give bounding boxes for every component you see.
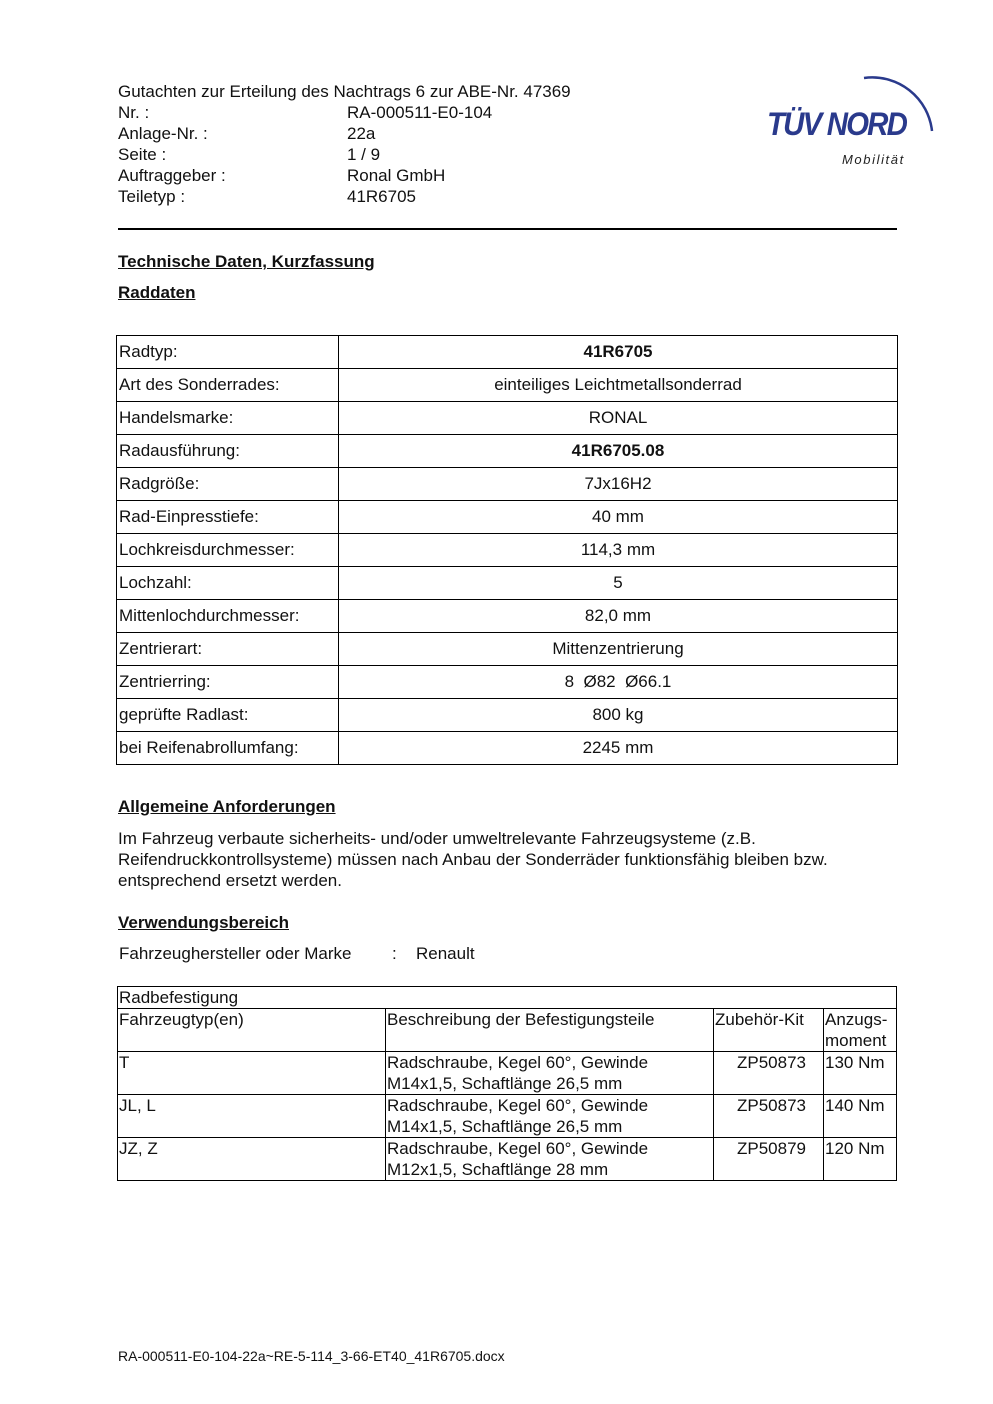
table-row <box>117 435 898 468</box>
header-label: Anlage-Nr. : <box>118 124 208 143</box>
table-cell-label: Handelsmarke: <box>117 402 339 435</box>
column-header: Zubehör-Kit <box>714 1009 824 1052</box>
header-value: 41R6705 <box>347 187 417 206</box>
table-title-row <box>118 987 897 1009</box>
table-title: Radbefestigung <box>118 987 897 1009</box>
table-cell-value: 5 <box>339 567 898 600</box>
report-title: Gutachten zur Erteilung des Nachtrags 6 zur ABE-Nr. 47369 <box>118 82 571 101</box>
header-label: Teiletyp : <box>118 187 186 206</box>
table-row <box>117 369 898 402</box>
header-row-page <box>118 144 571 165</box>
table-cell-label: Radausführung: <box>117 435 339 468</box>
table-cell-label: Art des Sonderrades: <box>117 369 339 402</box>
header-row-client <box>118 165 571 186</box>
table-row <box>117 501 898 534</box>
manufacturer-value: Renault <box>416 944 475 963</box>
table-cell-value: 41R6705.08 <box>339 435 898 468</box>
table-row <box>117 666 898 699</box>
table-cell-label: Lochkreisdurchmesser: <box>117 534 339 567</box>
vehicle-type-cell: T <box>118 1052 386 1095</box>
manufacturer-separator: : <box>392 944 397 963</box>
table-cell-value: 82,0 mm <box>339 600 898 633</box>
table-cell-label: bei Reifenabrollumfang: <box>117 732 339 765</box>
logo-brand: TÜV NORD <box>767 106 907 142</box>
torque-cell: 120 Nm <box>824 1138 897 1181</box>
description-cell: Radschraube, Kegel 60°, Gewinde M14x1,5, Schaftlänge 26,5 mm <box>386 1052 714 1095</box>
section-title-general: Allgemeine Anforderungen <box>118 797 336 816</box>
table-row <box>117 336 898 369</box>
wheel-data-table <box>116 335 898 765</box>
table-row <box>118 1052 897 1095</box>
column-header: Beschreibung der Befestigungsteile <box>386 1009 714 1052</box>
vehicle-type-cell: JZ, Z <box>118 1138 386 1181</box>
table-row <box>117 600 898 633</box>
table-row <box>117 567 898 600</box>
table-cell-value: 8 Ø82 Ø66.1 <box>339 666 898 699</box>
document-header <box>118 81 571 207</box>
table-cell-value: 800 kg <box>339 699 898 732</box>
general-requirements-text: Im Fahrzeug verbaute sicherheits- und/oder umweltrelevante Fahrzeugsysteme (z.B. Reifendruckkontrollsysteme) müssen nach Anbau der Sonderräder funktionsfähig bleiben bzw. entsprechend ersetzt werden. <box>118 829 828 890</box>
header-row-parttype <box>118 186 571 207</box>
torque-cell: 140 Nm <box>824 1095 897 1138</box>
table-row <box>117 633 898 666</box>
table-row <box>117 732 898 765</box>
manufacturer-row <box>119 944 475 964</box>
table-cell-value: 40 mm <box>339 501 898 534</box>
table-cell-label: Rad-Einpresstiefe: <box>117 501 339 534</box>
header-row-annex <box>118 123 571 144</box>
header-value: RA-000511-E0-104 <box>347 103 493 122</box>
table-cell-label: Radtyp: <box>117 336 339 369</box>
wheel-fixing-table <box>117 986 897 1181</box>
table-cell-label: Zentrierart: <box>117 633 339 666</box>
logo-subtitle: Mobilität <box>842 152 905 167</box>
table-row <box>118 1095 897 1138</box>
table-cell-label: Zentrierring: <box>117 666 339 699</box>
table-row <box>118 1138 897 1181</box>
section-title-tech: Technische Daten, Kurzfassung <box>118 252 375 271</box>
header-value: 1 / 9 <box>347 145 381 164</box>
kit-cell: ZP50873 <box>714 1052 824 1095</box>
kit-cell: ZP50873 <box>714 1095 824 1138</box>
table-row <box>117 534 898 567</box>
table-cell-value: RONAL <box>339 402 898 435</box>
table-cell-label: geprüfte Radlast: <box>117 699 339 732</box>
description-cell: Radschraube, Kegel 60°, Gewinde M12x1,5, Schaftlänge 28 mm <box>386 1138 714 1181</box>
header-label: Seite : <box>118 145 167 164</box>
table-cell-value: 41R6705 <box>339 336 898 369</box>
header-value: 22a <box>347 124 376 143</box>
column-header: Fahrzeugtyp(en) <box>118 1009 386 1052</box>
header-row-number <box>118 102 571 123</box>
table-cell-value: Mittenzentrierung <box>339 633 898 666</box>
table-cell-value: 7Jx16H2 <box>339 468 898 501</box>
table-header-row <box>118 1009 897 1052</box>
kit-cell: ZP50879 <box>714 1138 824 1181</box>
header-label: Auftraggeber : <box>118 166 226 185</box>
table-row <box>117 402 898 435</box>
table-row <box>117 468 898 501</box>
header-value: Ronal GmbH <box>347 166 446 185</box>
table-row <box>117 699 898 732</box>
vehicle-type-cell: JL, L <box>118 1095 386 1138</box>
table-cell-value: 2245 mm <box>339 732 898 765</box>
footer-filename: RA-000511-E0-104-22a~RE-5-114_3-66-ET40_41R6705.docx <box>118 1348 505 1364</box>
table-cell-label: Lochzahl: <box>117 567 339 600</box>
table-cell-value: 114,3 mm <box>339 534 898 567</box>
header-label: Nr. : <box>118 103 150 122</box>
table-cell-label: Mittenlochdurchmesser: <box>117 600 339 633</box>
section-title-wheel: Raddaten <box>118 283 196 302</box>
tuv-nord-logo <box>760 56 950 176</box>
section-title-usage: Verwendungsbereich <box>118 913 289 932</box>
manufacturer-label: Fahrzeughersteller oder Marke <box>119 944 352 963</box>
header-divider <box>118 228 897 230</box>
torque-cell: 130 Nm <box>824 1052 897 1095</box>
column-header: Anzugs- moment <box>824 1009 897 1052</box>
table-cell-value: einteiliges Leichtmetallsonderrad <box>339 369 898 402</box>
table-cell-label: Radgröße: <box>117 468 339 501</box>
description-cell: Radschraube, Kegel 60°, Gewinde M14x1,5, Schaftlänge 26,5 mm <box>386 1095 714 1138</box>
